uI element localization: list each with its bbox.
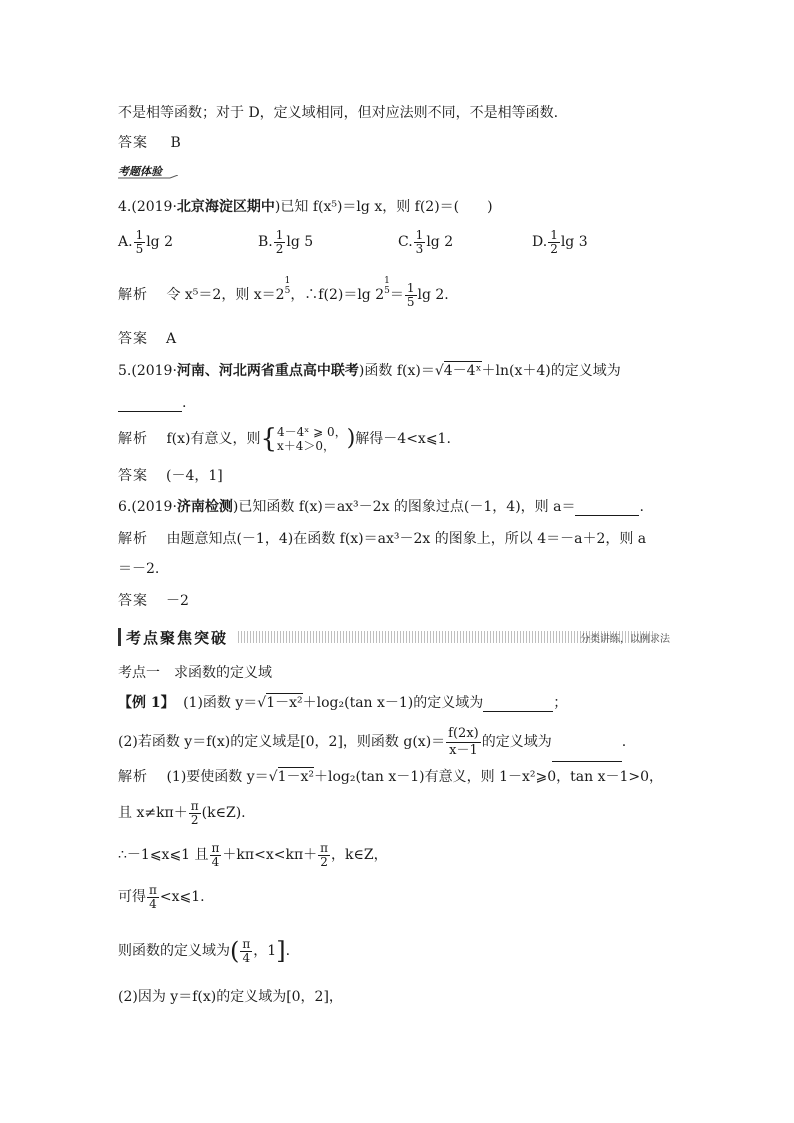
q6-stem: 6.(2019·济南检测)已知函数 f(x)＝ax³－2x 的图象过点(－1，4)，则 a＝ . (118, 499, 644, 515)
answer-row (118, 134, 181, 152)
q4-stem: 4.(2019·北京海淀区期中)已知 f(x⁵)＝lg x，则 f(2)＝( ) (118, 199, 493, 215)
q5-source: 河南、河北两省重点高中联考 (176, 363, 359, 379)
q6-solution-cont: ＝－2. (118, 561, 160, 577)
q5-stem: 5.(2019·河南、河北两省重点高中联考)函数 f(x)＝√4－4ˣ＋ln(x＋4)的定义域为 (118, 363, 621, 379)
left-paren-icon: ( (230, 937, 240, 965)
q4-option-c: C. $\frac{1}{3}$ lg 2 (398, 227, 454, 256)
q4-source: 北京海淀区期中 (176, 199, 275, 215)
ex1-part1: 【例 1】 (1)函数 y＝√1－x²＋log₂(tan x－1)的定义域为 ； (118, 695, 568, 711)
left-brace-icon: { (260, 424, 278, 454)
ex1-part2: (2)若函数 y＝f(x)的定义域是[0，2]，则函数 g(x)＝ $\frac{f(2x)}{x-1}$ 的定义域为 . (118, 722, 626, 762)
q5-blank: . (118, 394, 186, 412)
q4-option-b: B. $\frac{1}{2}$ lg 5 (258, 227, 314, 256)
q6-answer: 答案 －2 (118, 593, 189, 609)
q6-solution: 解析 由题意知点(－1，4)在函数 f(x)＝ax³－2x 的图象上，所以 4＝－a＋2，则 a (118, 531, 647, 547)
right-bracket-icon: ] (276, 937, 286, 965)
ex1-solution-2: 且 x≠kπ＋ $\frac{\pi}{2}$ (k∈Z). (118, 798, 246, 827)
ex1-solution-5: 则函数的定义域为( $\frac{\pi}{4}$ ，1]. (118, 936, 291, 965)
exponent-frac: 1 5 (284, 276, 291, 296)
example-label: 【例 1】 (118, 695, 175, 711)
section-badge: 考题体验 (118, 163, 178, 177)
solution-label: 解析 (118, 287, 148, 303)
q5-answer: 答案 (－4，1] (118, 468, 223, 484)
ex1-solution-6: (2)因为 y＝f(x)的定义域为[0，2]， (118, 989, 343, 1005)
ex1-solution-3: ∴－1⩽x⩽1 且 $\frac{\pi}{4}$ ＋kπ<x<kπ＋ $\frac{\pi}{2}$ ，k∈Z， (118, 840, 388, 869)
right-paren-icon: ) (346, 426, 356, 451)
section-title: 考点聚焦突破 (126, 629, 229, 647)
section-subtitle: 分类讲练，以例求法 (580, 634, 670, 645)
inequality-system: 4－4ˣ ⩾ 0， x＋4＞0， (277, 425, 347, 453)
ex1-solution-1: 解析 (1)要使函数 y＝√1－x²＋log₂(tan x－1)有意义，则 1－x²⩾0，tan x－1>0， (118, 769, 664, 785)
intro-line: 不是相等函数；对于 D，定义域相同，但对应法则不同，不是相等函数. (118, 105, 559, 121)
section-bar-icon (118, 628, 121, 646)
q4-solution: 解析 令 x⁵＝2，则 x＝2 1 5 ，∴f(2)＝lg 2 1 5 ＝ $\frac{1}{5}$ lg 2. (118, 276, 449, 309)
answer-value: B (170, 135, 181, 151)
ex1-solution-4: 可得 $\frac{\pi}{4}$ <x⩽1. (118, 882, 205, 911)
topic-heading: 考点一 求函数的定义域 (118, 665, 272, 681)
q4-answer: 答案 A (118, 331, 177, 347)
q6-source: 济南检测 (176, 499, 233, 515)
q4-option-d: D. $\frac{1}{2}$ lg 3 (532, 227, 588, 256)
q5-solution: 解析 f(x)有意义，则{ 4－4ˣ ⩾ 0， x＋4＞0， )解得－4<x⩽1. (118, 424, 451, 454)
q4-option-a: A. $\frac{1}{5}$ lg 2 (118, 227, 173, 256)
badge-underline-icon (118, 175, 178, 181)
answer-label: 答案 (118, 135, 148, 151)
exponent-frac: 1 5 (384, 276, 390, 296)
section-header (118, 627, 678, 649)
